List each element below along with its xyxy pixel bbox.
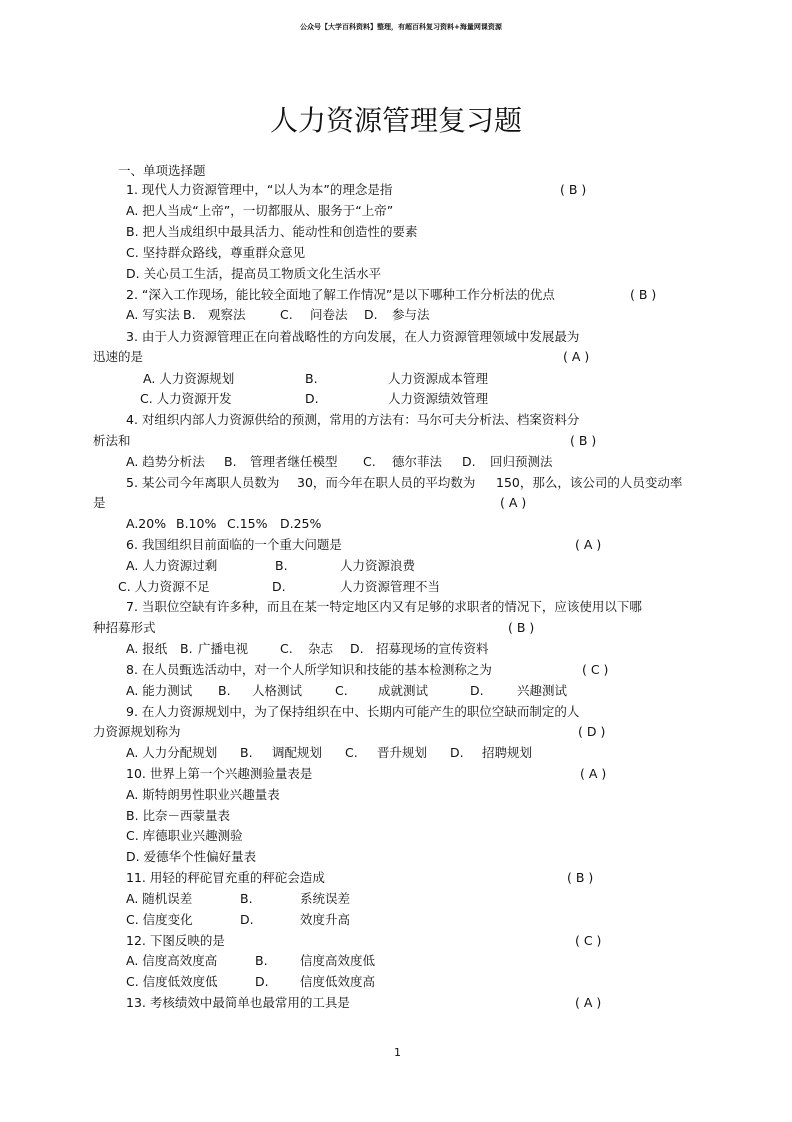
option: D. bbox=[272, 579, 286, 594]
question-11-answer: ( B ) bbox=[567, 870, 594, 885]
option: 回归预测法 bbox=[490, 454, 553, 469]
option: C. 信度变化 bbox=[126, 912, 193, 927]
option: B. bbox=[240, 745, 253, 760]
question-13-stem: 13. 考核绩效中最简单也最常用的工具是 bbox=[126, 995, 350, 1010]
question-5-stem: 150，那么，该公司的人员变动率 bbox=[496, 475, 683, 490]
question-5-stem: 5. 某公司今年离职人员数为 bbox=[126, 475, 280, 490]
question-6-answer: ( A ) bbox=[575, 537, 602, 552]
option: C. bbox=[345, 745, 358, 760]
option: D. 爱德华个性偏好量表 bbox=[126, 849, 257, 864]
option: C.15% bbox=[227, 516, 268, 531]
option: 招募现场的宣传资料 bbox=[376, 641, 489, 656]
section-heading: 一、单项选择题 bbox=[118, 163, 206, 178]
question-1-stem: 1. 现代人力资源管理中，“以人为本”的理念是指 bbox=[126, 182, 393, 197]
option: A.20% bbox=[126, 516, 167, 531]
option: B.10% bbox=[176, 516, 217, 531]
option: A. 趋势分析法 bbox=[126, 454, 205, 469]
option: 观察法 bbox=[208, 307, 246, 322]
option: D. bbox=[364, 307, 378, 322]
option: 管理者继任模型 bbox=[250, 454, 338, 469]
option: 晋升规划 bbox=[377, 745, 428, 760]
option: B. bbox=[180, 641, 193, 656]
question-5-answer: ( A ) bbox=[500, 495, 527, 510]
option: B. bbox=[240, 891, 253, 906]
option: 兴趣测试 bbox=[517, 683, 568, 698]
question-7-answer: ( B ) bbox=[508, 620, 535, 635]
question-8-stem: 8. 在人员甄选活动中，对一个人所学知识和技能的基本检测称之为 bbox=[126, 662, 492, 677]
option: C. bbox=[363, 454, 376, 469]
header-note: 公众号【大学百科资料】整理，有超百科复习资料+海量网课资源 bbox=[300, 23, 502, 31]
option: C. 坚持群众路线，尊重群众意见 bbox=[126, 245, 306, 260]
question-4-stem: 析法和 bbox=[93, 433, 131, 448]
option: B. bbox=[275, 558, 288, 573]
question-4-stem: 4. 对组织内部人力资源供给的预测，常用的方法有：马尔可夫分析法、档案资料分 bbox=[126, 412, 580, 427]
question-9-stem: 力资源规划称为 bbox=[93, 724, 181, 739]
option: 问卷法 bbox=[310, 307, 348, 322]
option: B. bbox=[305, 371, 318, 386]
option: A. 随机误差 bbox=[126, 891, 193, 906]
option: 人力资源浪费 bbox=[340, 558, 416, 573]
question-6-stem: 6. 我国组织目前面临的一个重大问题是 bbox=[126, 537, 342, 552]
option: A. 人力资源过剩 bbox=[126, 558, 218, 573]
option: A. 能力测试 bbox=[126, 683, 193, 698]
question-13-answer: ( A ) bbox=[575, 995, 602, 1010]
option: 效度升高 bbox=[300, 912, 351, 927]
option: C. bbox=[280, 641, 293, 656]
question-7-stem: 种招募形式 bbox=[93, 620, 156, 635]
question-5-stem: 30，而今年在职人员的平均数为 bbox=[297, 475, 476, 490]
option: 人格测试 bbox=[252, 683, 303, 698]
option: 杂志 bbox=[308, 641, 334, 656]
question-3-stem: 3. 由于人力资源管理正在向着战略性的方向发展，在人力资源管理领域中发展最为 bbox=[126, 329, 580, 344]
option: B. bbox=[255, 953, 268, 968]
question-2-stem: 2. “深入工作现场，能比较全面地了解工作情况”是以下哪种工作分析法的优点 bbox=[126, 287, 555, 302]
question-12-answer: ( C ) bbox=[575, 933, 602, 948]
option: D. bbox=[240, 912, 254, 927]
option: D. 关心员工生活，提高员工物质文化生活水平 bbox=[126, 266, 382, 281]
option: A. 把人当成“上帝”，一切都服从、服务于“上帝” bbox=[126, 203, 394, 218]
option: 德尔菲法 bbox=[392, 454, 443, 469]
option: D. bbox=[450, 745, 464, 760]
option: C. bbox=[280, 307, 293, 322]
question-11-stem: 11. 用轻的秤砣冒充重的秤砣会造成 bbox=[126, 870, 325, 885]
option: C. 人力资源开发 bbox=[140, 391, 232, 406]
option: A. 报纸 bbox=[126, 641, 168, 656]
option: 系统误差 bbox=[300, 891, 351, 906]
option: 广播电视 bbox=[198, 641, 249, 656]
option: 信度高效度低 bbox=[300, 953, 376, 968]
option: 人力资源成本管理 bbox=[388, 371, 489, 386]
option: 信度低效度高 bbox=[300, 974, 376, 989]
question-8-answer: ( C ) bbox=[582, 662, 609, 677]
option: B. bbox=[218, 683, 231, 698]
option: 招聘规划 bbox=[482, 745, 533, 760]
question-10-stem: 10. 世界上第一个兴趣测验量表是 bbox=[126, 766, 313, 781]
option: A. 写实法 bbox=[126, 307, 180, 322]
option: 人力资源管理不当 bbox=[340, 579, 441, 594]
option: C. 库德职业兴趣测验 bbox=[126, 828, 243, 843]
option: A. 人力分配规划 bbox=[126, 745, 218, 760]
option: D.25% bbox=[280, 516, 322, 531]
option: B. 比奈－西蒙量表 bbox=[126, 808, 231, 823]
option: A. 信度高效度高 bbox=[126, 953, 218, 968]
option: D. bbox=[350, 641, 364, 656]
question-3-stem: 迅速的是 bbox=[93, 349, 144, 364]
option: B. bbox=[183, 307, 196, 322]
option: A. 斯特朗男性职业兴趣量表 bbox=[126, 787, 280, 802]
option: D. bbox=[462, 454, 476, 469]
option: D. bbox=[470, 683, 484, 698]
question-7-stem: 7. 当职位空缺有许多种，而且在某一特定地区内又有足够的求职者的情况下，应该使用以下哪 bbox=[126, 599, 642, 614]
question-10-answer: ( A ) bbox=[580, 766, 607, 781]
question-2-answer: ( B ) bbox=[630, 287, 657, 302]
option: B. bbox=[224, 454, 237, 469]
option: 调配规划 bbox=[272, 745, 323, 760]
option: 参与法 bbox=[392, 307, 430, 322]
option: D. bbox=[305, 391, 319, 406]
question-9-answer: ( D ) bbox=[578, 724, 606, 739]
option: C. 信度低效度低 bbox=[126, 974, 218, 989]
question-5-stem: 是 bbox=[93, 495, 106, 510]
option: C. 人力资源不足 bbox=[118, 579, 210, 594]
option: 成就测试 bbox=[378, 683, 429, 698]
option: 人力资源绩效管理 bbox=[388, 391, 489, 406]
question-3-answer: ( A ) bbox=[563, 349, 590, 364]
page-title: 人力资源管理复习题 bbox=[270, 104, 523, 137]
option: D. bbox=[255, 974, 269, 989]
question-9-stem: 9. 在人力资源规划中，为了保持组织在中、长期内可能产生的职位空缺而制定的人 bbox=[126, 704, 580, 719]
option: C. bbox=[335, 683, 348, 698]
option: A. 人力资源规划 bbox=[143, 371, 235, 386]
option: B. 把人当成组织中最具活力、能动性和创造性的要素 bbox=[126, 224, 418, 239]
question-4-answer: ( B ) bbox=[570, 433, 597, 448]
page-number: 1 bbox=[394, 1046, 401, 1059]
question-12-stem: 12. 下图反映的是 bbox=[126, 933, 225, 948]
question-1-answer: ( B ) bbox=[560, 182, 587, 197]
